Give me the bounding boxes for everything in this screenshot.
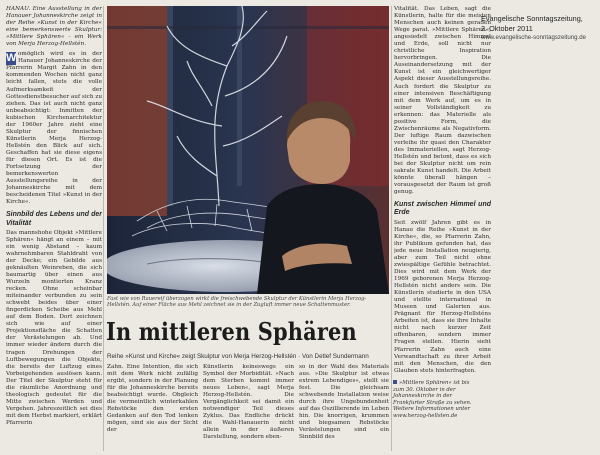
body-text-3: Vitalität. Das Leben, sagt die Künstlerin, halte für die meisten Menschen auch keinen geraden Wege parat. »Mittlere Sphären«, angesiedelt zwischen Himmel und Erde, soll nicht nur christliche Inspiration hervorbringen. Die Auseinandersetzung mit der Kunst ist ein gleichwertiger Aspekt dieser Ausstellungsreihe. Auch fordert die Skulptur zu einer intensiven Beschäftigung mit dem Werk auf, um es in seiner Vollständigkeit zu erkennen: das Materielle als positive Form, die Zwischenräume als Negativform. Der luftige Raum dazwischen verleihe ihr quasi den Charakter des Immateriellen, sagt Herzog-Hellstén und betont, dass es sich bei der Skulptur nicht um rein sakrale Kunst handelt. Die Arbeit könnte überall hängen – vorausgesetzt der Raum ist groß genug. <box>394 6 491 196</box>
subheading-1: Sinnbild des Lebens und der Vitalität <box>6 211 102 227</box>
publication-website: www.evangelische-sonntagszeitung.de <box>481 34 587 42</box>
publication-date: 2. Oktober 2011 <box>481 23 533 33</box>
info-text: »Mittlere Sphären« ist bis zum 30. Oktober in der Johanneskirche in der Frankfurter Straße zu sehen. Weitere Informationen unter www.herzog-hellsten.de <box>393 380 472 419</box>
article-photo <box>107 6 389 294</box>
body-text-bottom-1: Zahn. Eine Intention, die sich mit dem Werk nicht zufällig ergibt, sondern in der Planung für die Johanneskirche bereits beabsichtigt wurde. Obgleich die vermeintlich winterkahlen Rebstöcke den ersten Gedanken auf den Tod lenken mögen, sind sie aus der Sicht der <box>107 364 198 434</box>
sculpture-photo <box>107 6 389 294</box>
drop-cap: W <box>6 52 17 65</box>
bullet-square-icon <box>393 380 397 384</box>
article-lead: HANAU. Eine Ausstellung in der Hanauer Johanneskirche zeigt in der Reihe »Kunst in der Kirche« eine bemerkenswerte Skulptur: »Mittlere Sphären« – ein Werk von Merja Herzog-Hellstén. <box>6 6 102 48</box>
article-deck: Reihe »Kunst und Kirche« zeigt Skulptur von Merja Herzog-Hellstén · Von Detlef Sundermann <box>107 353 369 360</box>
body-text-4: Seit zwölf Jahren gibt es in Hanau die Reihe »Kunst in der Kirche«, die, so Pfarrerin Zahn, ihr Publikum gefunden hat, das jede neue Installation neugierig, aber zum Teil nicht ohne zwiespältige Gefühle betrachtet. Dies wird mit dem Werk der 1969 geborenen Merja Herzog-Hellstén nicht anders sein. Die Künstlerin studierte in den USA und stellte international in Museen und Galerien aus. Prägnant für Herzog-Hellsténs Arbeiten ist, dass sie ihre Inhalte nicht nach kurzer Zeit offenbaren, sondern immer Fragen stellen. Hierin sieht Pfarrerin Zahn auch eine Verwandtschaft zu ihrer Arbeit mit den Menschen, die den Glauben stets hinterfragten. <box>394 219 491 374</box>
body-text-bottom-3: so in der Wahl des Materials aus. »Die Skulptur ist etwas extrem Lebendiges«, stellt sie fest. Die gleichsam schwebende Installation weise durch ihre Ungebundenheit auf das Oszillierende im Leben hin. Die knorrigen, krummen und biegsamen Rebstöcke Verästelungen sind ein Sinnbild des <box>299 364 389 441</box>
column-divider <box>103 6 104 451</box>
article-headline: In mittleren Sphären <box>106 317 357 346</box>
subheading-2: Kunst zwischen Himmel und Erde <box>394 201 491 217</box>
body-text-1: omöglich wird es in der Hanauer Johanneskirche der Pfarrerin Margit Zahn in den kommenden Wochen nicht ganz leicht fallen, stets die volle Aufmerksamkeit der Gottesdienstbesucher auf sich zu ziehen. Das ist auch nicht ganz unbeabsichtigt: Inmitten der kubischen Kirchenarchitektur der 1960er Jahre zieht eine Skulptur der finnischen Künstlerin Merja Herzog-Hellstén den Blick auf sich. Geschaffen hat sie diese eigens für diesen Ort. Es ist die Fortsetzung der bemerkenswerten Ausstellungsreihe in der Johanneskirche mit dem bescheidenen Titel »Kunst in der Kirche«. <box>6 51 102 206</box>
body-text-bottom-2: Künstlerin keineswegs ein Symbol der Morbidität. »Nach dem Sterben kommt immer neues Leben«, sagt Merja Herzog-Hellstén. Die Vergänglichkeit sei damit ein notwendiger Teil dieses Zyklus. Das Endliche drückt die Wahl-Hanauerin nicht allein in der äußeren Darstellung, sondern eben- <box>203 364 294 441</box>
photo-caption: Fast wie von Rauereif überzogen wirkt die freischwebende Skulptur der Künstlerin Merja Herzog-Hellstén. Auf einer Fläche aus Mehl zeichnet sie in der Zugluft immer neue Schattenmuster. <box>107 296 367 309</box>
source-line <box>481 14 599 43</box>
article-column-1 <box>6 6 102 453</box>
body-text-2: Das mannshohe Objekt »Mittlere Sphären« hängt an einem – mit ein wenig Abstand – kaum wahrnehmbaren Stahldraht von der Decke; ein Gebilde aus geknäulten Weinreben, die sich baumartig über einen aus Wurzeln montierten Kranz recken. Ohne scheinbar miteinander verbunden zu sein schwebt beides über einer fingerdicken Scheibe aus Mehl auf dem Boden. Dort zeichnen sich wie auf einer Projektionsfläche die Schatten der Verästelungen ab. Und immer wieder ändern durch die tragen Drehungen der Luftbewegungen die Objekte, die bereits der Luftzug eines Vorbeigehenden auslösen kann. Der Titel der Skulptur steht für die räumliche Anordnung und theologisch gedeutet für die Mitte zwischen Werden und Vergehen. Jahreszeitlich sei dies mit dem Herbst markiert, erklärt Pfarrerin <box>6 229 102 426</box>
article-column-4 <box>394 6 491 378</box>
publication-name: Evangelische Sonntagszeitung, <box>481 14 583 23</box>
info-box <box>393 380 473 420</box>
column-divider <box>391 6 392 451</box>
